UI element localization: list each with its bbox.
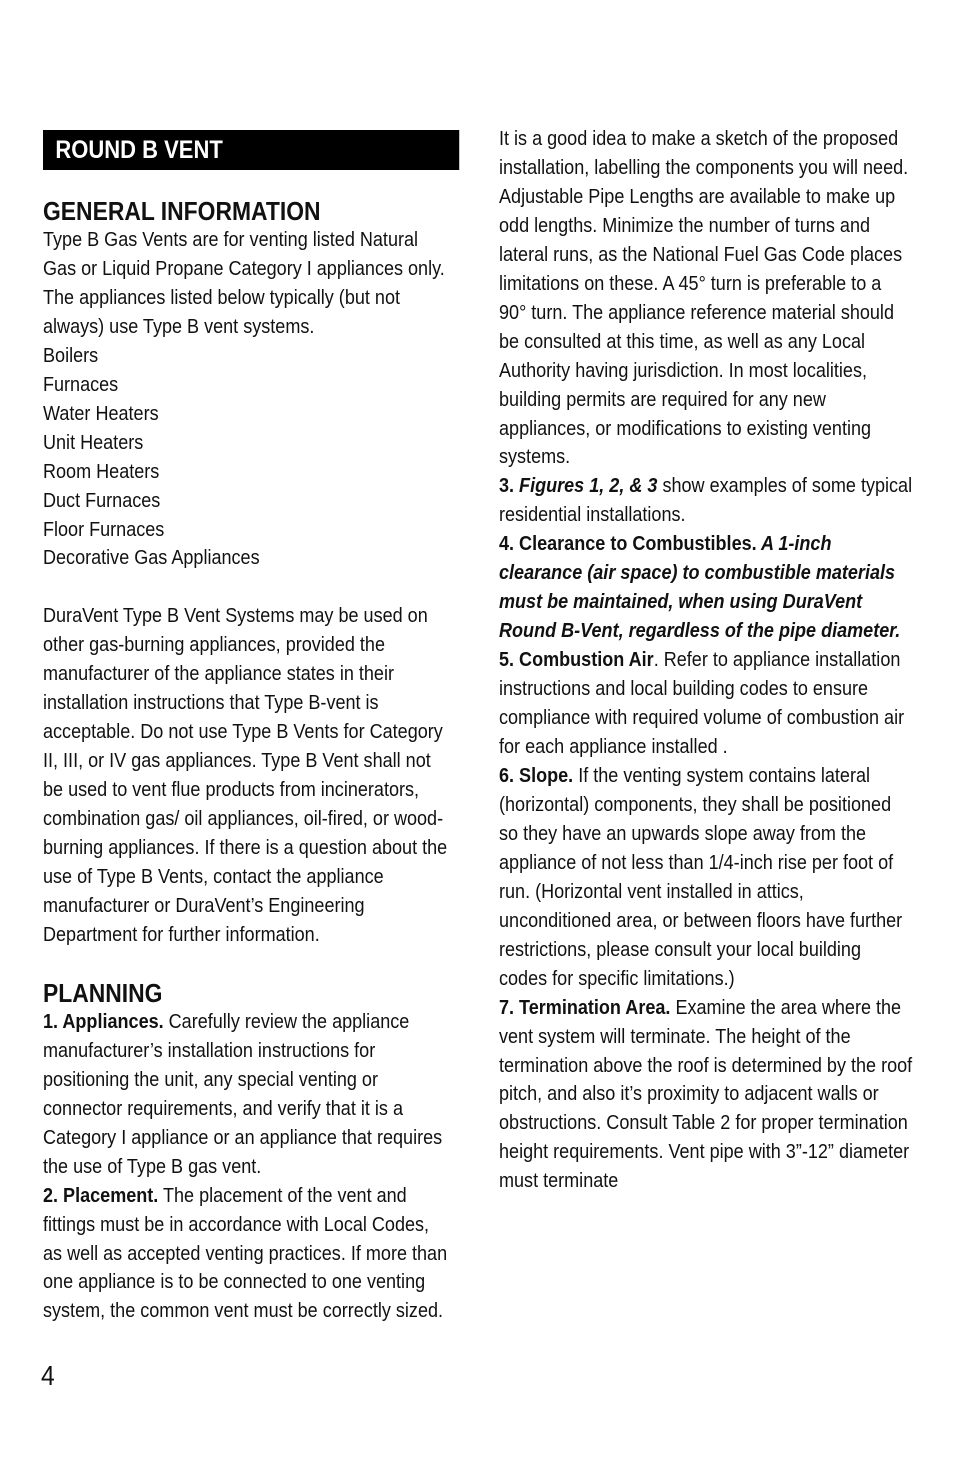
planning-item-termination (499, 994, 913, 1197)
item-label: 2. Placement. (43, 1183, 159, 1207)
planning-item-combustion-air (499, 646, 913, 762)
list-item: Duct Furnaces (43, 488, 161, 512)
item-text: show examples of some typical residential installations. (499, 474, 913, 527)
page-number: 4 (41, 1360, 55, 1391)
general-body-paragraph: DuraVent Type B Vent Systems may be used on other gas-burning appliances, provided the manufacturer of the appliance states in their installation instructions that Type B-vent is acceptable. Do not use Type B Vents for Category II, III, or IV gas appliances. Type B Vent shall not be used to vent flue products from incinerators, combination gas/ oil appliances, oil-fired, or wood-burning appliances. If there is a question about the use of Type B Vents, contact the appliance manufacturer or DuraVent’s Engineering Department for further information. (43, 604, 448, 946)
item-label: 3. (499, 474, 520, 498)
item-text: The placement of the vent and fittings must be in accordance with Local Codes, as well as accepted venting practices. If more than one appliance is to be connected to one venting system, the common vent must be correctly sized. (43, 1183, 448, 1323)
item-label: 1. Appliances. (43, 1009, 164, 1033)
general-information-heading: GENERAL INFORMATION (43, 196, 321, 226)
list-item: Floor Furnaces (43, 517, 165, 541)
list-item: Water Heaters (43, 401, 159, 425)
section-banner: ROUND B VENT (43, 130, 459, 170)
clearance-warning: A 1-inch clearance (air space) to combustible materials must be maintained, when using DuraVent Round B-Vent, regardless of the pipe diameter. (499, 532, 901, 643)
list-item: Furnaces (43, 372, 119, 396)
planning-item-figures (499, 472, 913, 530)
right-column (499, 125, 913, 1196)
planning-item-clearance (499, 530, 913, 646)
list-item: Decorative Gas Appliances (43, 546, 260, 570)
list-item: Unit Heaters (43, 430, 144, 454)
appliance-list (43, 342, 452, 574)
left-column (43, 126, 452, 1326)
item-text: If the venting system contains lateral (horizontal) components, they shall be positioned so they have an upwards slope away from the appliance of not less than 1/4-inch rise per foot of run. (Horizontal vent installed in attics, unconditioned area, or between floors have further restrictions, please consult your local building codes for specific limitations.) (499, 763, 903, 990)
planning-item-slope (499, 762, 913, 994)
item-label: 6. Slope. (499, 763, 574, 787)
figures-reference: Figures 1, 2, & 3 (519, 474, 658, 498)
item-label: 7. Termination Area. (499, 995, 671, 1019)
planning-item-placement (43, 1182, 452, 1327)
item-text: Carefully review the appliance manufacturer’s installation instructions for positioning the unit, any special venting or connector requirements, and verify that it is a Category I appliance or an appliance that requires the use of Type B gas vent. (43, 1009, 443, 1178)
list-item: Room Heaters (43, 459, 160, 483)
list-item: Boilers (43, 343, 99, 367)
planning-item-appliances (43, 1008, 452, 1182)
placement-continued: It is a good idea to make a sketch of the proposed installation, labelling the components you will need. Adjustable Pipe Lengths are available to make up odd lengths. Minimize the number of turns and lateral runs, as the National Fuel Gas Code places limitations on these. A 45° turn is preferable to a 90° turn. The appliance reference material should be consulted at this time, as well as any Local Authority having jurisdiction. In most localities, building permits are required for any new appliances, or modifications to existing venting systems. (499, 127, 909, 469)
item-text: Examine the area where the vent system will terminate. The height of the termination above the roof is determined by the roof pitch, and also it’s proximity to adjacent walls or obstructions. Consult Table 2 for proper termination height requirements. Vent pipe with 3”-12” diameter must terminate (499, 995, 913, 1193)
item-label: 5. Combustion Air (499, 648, 654, 672)
general-intro-paragraph: Type B Gas Vents are for venting listed Natural Gas or Liquid Propane Category I appliances only. The appliances listed below typically (but not always) use Type B vent systems. (43, 228, 445, 338)
planning-heading: PLANNING (43, 977, 163, 1008)
item-label: 4. Clearance to Combustibles. (499, 532, 757, 556)
item-text: . Refer to appliance installation instructions and local building codes to ensure compliance with required volume of combustion air for each appliance installed . (499, 648, 905, 759)
